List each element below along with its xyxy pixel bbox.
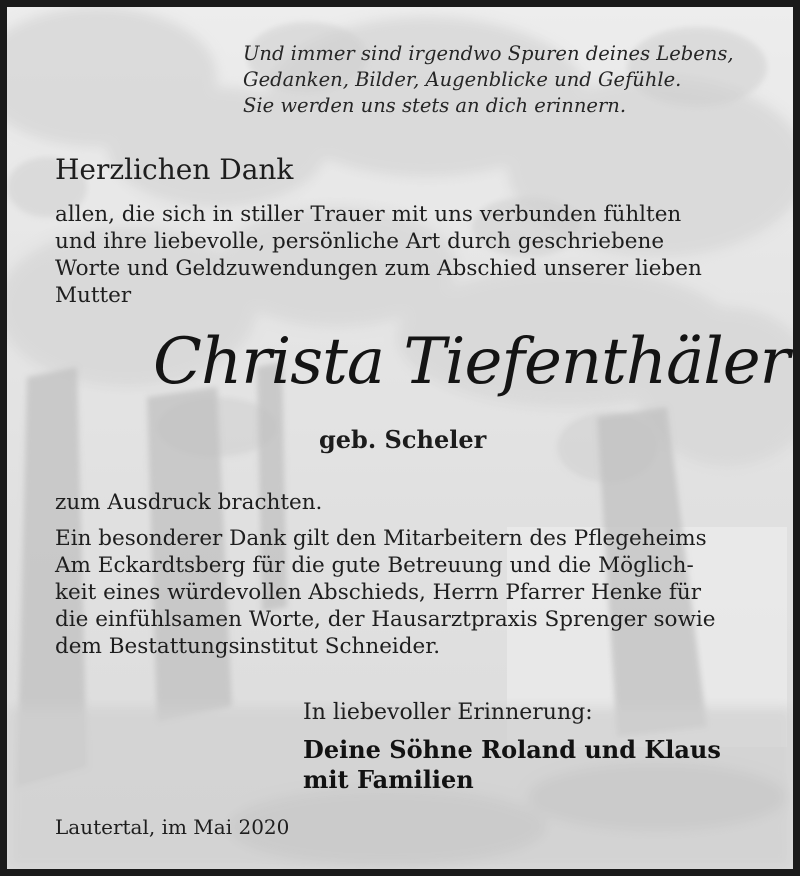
- intro-line: und ihre liebevolle, persönliche Art durch geschriebene: [55, 229, 665, 254]
- thanks-line: die einfühlsamen Worte, der Hausarztpraxis Sprenger sowie: [55, 607, 716, 632]
- quote-line: Und immer sind irgendwo Spuren deines Lebens,: [243, 42, 734, 65]
- place-date: Lautertal, im Mai 2020: [55, 815, 290, 839]
- intro-line: Worte und Geldzuwendungen zum Abschied unserer lieben: [55, 256, 702, 281]
- text-layer: [7, 7, 793, 869]
- signers: [303, 735, 721, 795]
- intro-line: Mutter: [55, 283, 132, 308]
- intro-line: allen, die sich in stiller Trauer mit uns verbunden fühlten: [55, 202, 682, 227]
- closing-line: zum Ausdruck brachten.: [55, 490, 323, 515]
- signer-line: Deine Söhne Roland und Klaus: [303, 735, 721, 764]
- signer-line: mit Familien: [303, 765, 474, 794]
- quote-line: Sie werden uns stets an dich erinnern.: [243, 94, 627, 117]
- intro-paragraph: [55, 201, 775, 309]
- deceased-name: Christa Tiefenthäler: [153, 325, 790, 399]
- thanks-heading: Herzlichen Dank: [55, 153, 294, 186]
- thanks-line: dem Bestattungsinstitut Schneider.: [55, 634, 441, 659]
- thanks-line: Am Eckardtsberg für die gute Betreuung und die Möglich-: [55, 553, 694, 578]
- thanks-paragraph: [55, 525, 775, 660]
- memorial-quote: [243, 41, 783, 119]
- thanks-line: keit eines würdevollen Abschieds, Herrn Pfarrer Henke für: [55, 580, 702, 605]
- thanks-line: Ein besonderer Dank gilt den Mitarbeitern des Pflegeheims: [55, 526, 707, 551]
- memory-phrase: In liebevoller Erinnerung:: [303, 700, 593, 725]
- quote-line: Gedanken, Bilder, Augenblicke und Gefühle.: [243, 68, 682, 91]
- maiden-name: geb. Scheler: [319, 425, 487, 454]
